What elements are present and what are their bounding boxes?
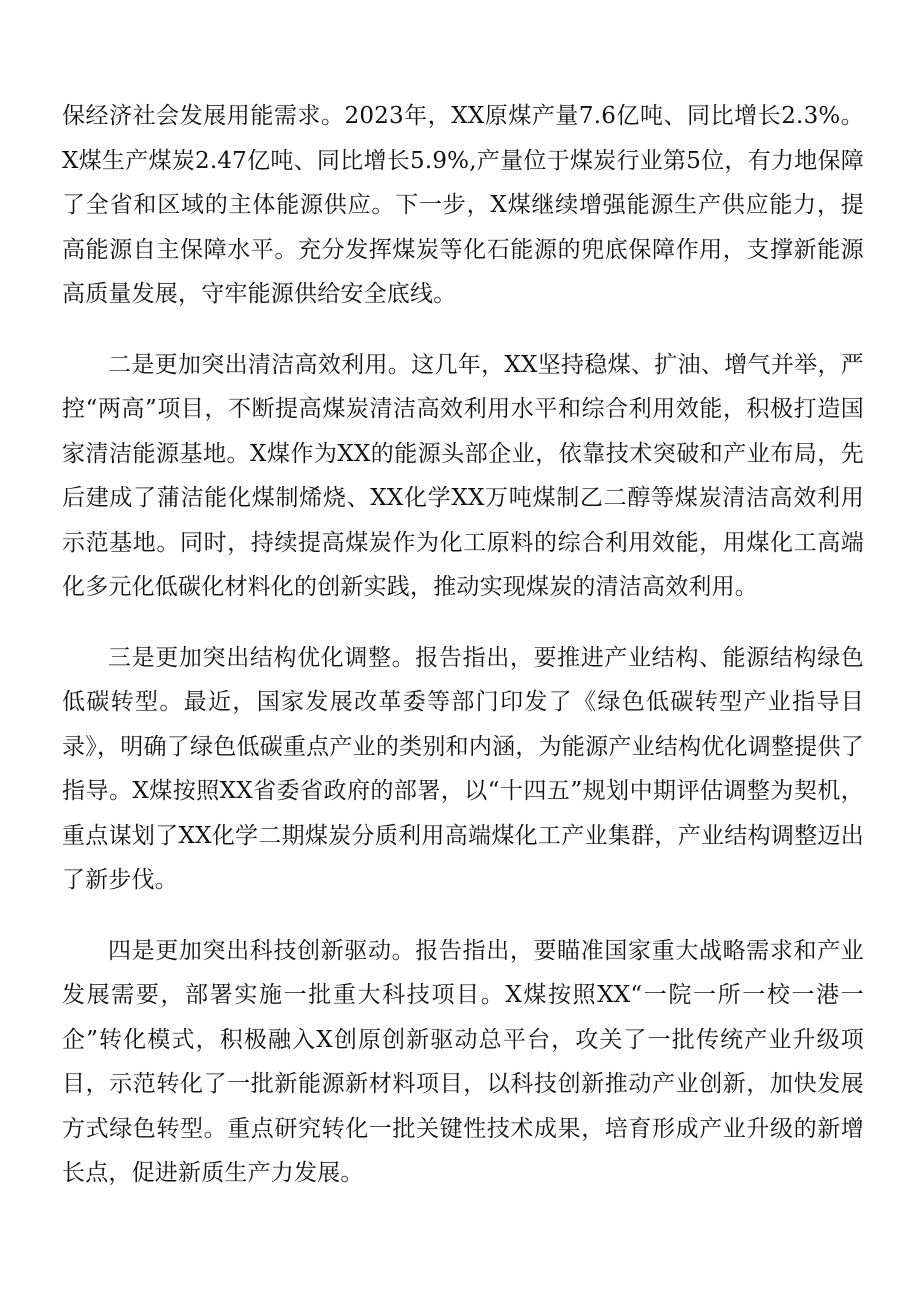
paragraph-1: 保经济社会发展用能需求。2023年，XX原煤产量7.6亿吨、同比增长2.3%。X煤生产煤炭2.47亿吨、同比增长5.9%,产量位于煤炭行业第5位，有力地保障了全省和区域的主体能源供应。下一步，X煤继续增强能源生产供应能力，提高能源自主保障水平。充分发挥煤炭等化石能源的兜底保障作用，支撑新能源高质量发展，守牢能源供给安全底线。 bbox=[62, 103, 864, 307]
paragraph-4: 四是更加突出科技创新驱动。报告指出，要瞄准国家重大战略需求和产业发展需要，部署实施一批重大科技项目。X煤按照XX“一院一所一校一港一企”转化模式，积极融入X创原创新驱动总平台，攻关了一批传统产业升级项目，示范转化了一批新能源新材料项目，以科技创新推动产业创新，加快发展方式绿色转型。重点研究转化一批关键性技术成果，培育形成产业升级的新增长点，促进新质生产力发展。 bbox=[62, 937, 864, 1186]
document-page bbox=[62, 94, 864, 1222]
paragraph-2: 二是更加突出清洁高效利用。这几年，XX坚持稳煤、扩油、增气并举，严控“两高”项目，不断提高煤炭清洁高效利用水平和综合利用效能，积极打造国家清洁能源基地。X煤作为XX的能源头部企业，依靠技术突破和产业布局，先后建成了蒲洁能化煤制烯烧、XX化学XX万吨煤制乙二醇等煤炭清洁高效利用示范基地。同时，持续提高煤炭作为化工原料的综合利用效能，用煤化工高端化多元化低碳化材料化的创新实践，推动实现煤炭的清洁高效利用。 bbox=[62, 351, 864, 600]
paragraph-3: 三是更加突出结构优化调整。报告指出，要推进产业结构、能源结构绿色低碳转型。最近，国家发展改革委等部门印发了《绿色低碳转型产业指导目录》，明确了绿色低碳重点产业的类别和内涵，为能源产业结构优化调整提供了指导。X煤按照XX省委省政府的部署，以“十四五”规划中期评估调整为契机，重点谋划了XX化学二期煤炭分质利用高端煤化工产业集群，产业结构调整迈出了新步伐。 bbox=[62, 644, 864, 893]
